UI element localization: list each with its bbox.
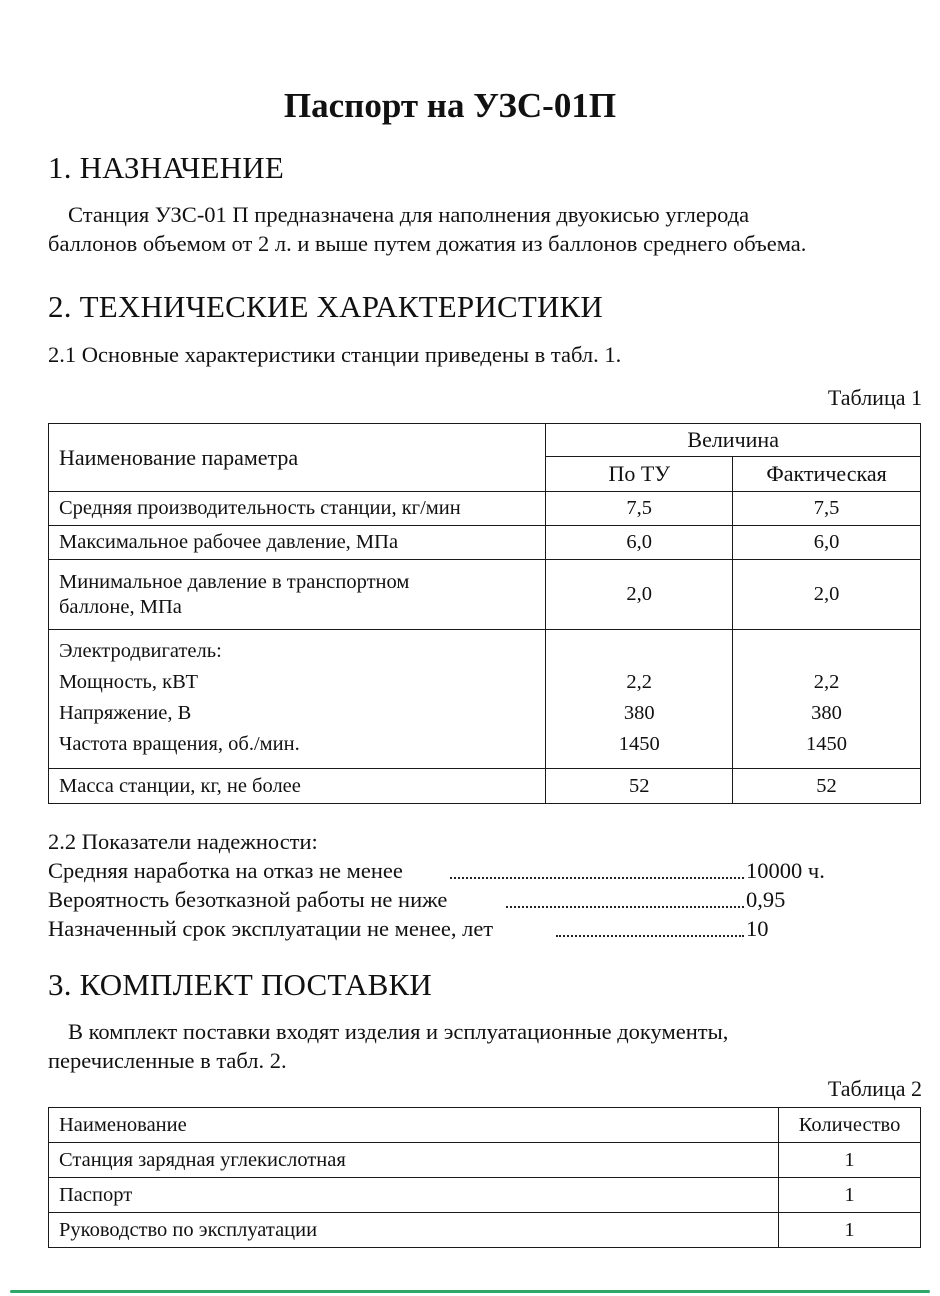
section-3-heading: 3. КОМПЛЕКТ ПОСТАВКИ: [48, 967, 432, 1002]
section-3-text: [48, 1017, 938, 1075]
table-row: [49, 526, 921, 560]
table-row: [49, 1213, 921, 1248]
footer-divider: [10, 1290, 930, 1293]
table-2-header-row: [49, 1108, 921, 1143]
section-3-text-line-2: перечисленные в табл. 2.: [48, 1048, 287, 1073]
header-value: Величина: [546, 424, 921, 457]
leader-dots: [556, 935, 744, 937]
table-row: [49, 1143, 921, 1178]
probability-value: 0,95: [746, 887, 786, 912]
header-spec: По ТУ: [546, 457, 733, 492]
param-cell: Масса станции, кг, не более: [49, 769, 546, 804]
motor-speed-actual: 1450: [806, 733, 848, 755]
param-line-1: Минимальное давление в транспортном: [59, 570, 410, 593]
table-1-characteristics: [48, 423, 921, 804]
motor-voltage-label: Напряжение, В: [59, 702, 192, 724]
lifetime-value: 10: [746, 916, 769, 941]
header-actual: Фактическая: [733, 457, 921, 492]
param-cell: Максимальное рабочее давление, МПа: [49, 526, 546, 560]
item-name: Паспорт: [49, 1178, 779, 1213]
section-2-intro: 2.1 Основные характеристики станции приведены в табл. 1.: [48, 342, 622, 367]
page-title: Паспорт на УЗС-01П: [283, 86, 617, 125]
motor-spec-cell: [546, 630, 733, 769]
leader-dots: [506, 906, 744, 908]
section-3-text-line-1: В комплект поставки входят изделия и эсплуатационные документы,: [68, 1019, 729, 1044]
actual-cell: 6,0: [733, 526, 921, 560]
reliability-lifetime: [48, 916, 848, 945]
motor-power-spec: 2,2: [626, 671, 653, 693]
table-row: [49, 769, 921, 804]
table-1-caption: Таблица 1: [827, 385, 922, 410]
spec-cell: 52: [546, 769, 733, 804]
section-1-text-line-2: баллонов объемом от 2 л. и выше путем дожатия из баллонов среднего объема.: [48, 231, 807, 256]
table-row: [49, 492, 921, 526]
item-qty: 1: [779, 1213, 921, 1248]
param-line-2: баллоне, МПа: [59, 595, 182, 618]
motor-voltage-spec: 380: [623, 702, 655, 724]
motor-power-label: Мощность, кВТ: [59, 671, 199, 693]
section-1-heading: 1. НАЗНАЧЕНИЕ: [48, 150, 284, 185]
item-name: Станция зарядная углекислотная: [49, 1143, 779, 1178]
mtbf-value: 10000 ч.: [746, 858, 825, 883]
section-2-heading: 2. ТЕХНИЧЕСКИЕ ХАРАКТЕРИСТИКИ: [48, 289, 604, 324]
motor-voltage-actual: 380: [811, 702, 842, 724]
leader-dots: [450, 877, 744, 879]
actual-cell: 52: [733, 769, 921, 804]
reliability-heading: 2.2 Показатели надежности:: [48, 829, 318, 854]
item-qty: 1: [779, 1178, 921, 1213]
actual-cell: 7,5: [733, 492, 921, 526]
spec-cell: 6,0: [546, 526, 733, 560]
table-2-caption: Таблица 2: [827, 1076, 922, 1101]
table-2-delivery-set: [48, 1107, 921, 1248]
actual-cell: 2,0: [733, 560, 921, 630]
spec-cell: 7,5: [546, 492, 733, 526]
motor-param-cell: [49, 630, 546, 769]
section-1-text-line-1: Станция УЗС-01 П предназначена для наполнения двуокисью углерода: [68, 202, 750, 227]
item-qty: 1: [779, 1143, 921, 1178]
table-row: [49, 1178, 921, 1213]
lifetime-label: Назначенный срок эксплуатации не менее, лет: [48, 916, 494, 941]
item-name: Руководство по эксплуатации: [49, 1213, 779, 1248]
motor-speed-spec: 1450: [618, 733, 660, 755]
header-qty: Количество: [779, 1108, 921, 1143]
table-1-header-row: [49, 424, 921, 457]
motor-label: Электродвигатель:: [59, 640, 222, 662]
table-row-motor: [49, 630, 921, 769]
motor-actual-cell: [733, 630, 921, 769]
spec-cell: 2,0: [546, 560, 733, 630]
probability-label: Вероятность безотказной работы не ниже: [48, 887, 448, 912]
mtbf-label: Средняя наработка на отказ не менее: [48, 858, 403, 883]
motor-power-actual: 2,2: [813, 671, 840, 693]
param-cell: Средняя производительность станции, кг/мин: [49, 492, 546, 526]
reliability-probability: [48, 887, 848, 916]
motor-speed-label: Частота вращения, об./мин.: [59, 733, 300, 755]
section-1-text: [48, 200, 938, 258]
table-row: [49, 560, 921, 630]
param-cell: [49, 560, 546, 630]
header-name: Наименование: [49, 1108, 779, 1143]
reliability-mtbf: [48, 858, 848, 887]
header-parameter-name: Наименование параметра: [49, 424, 546, 492]
